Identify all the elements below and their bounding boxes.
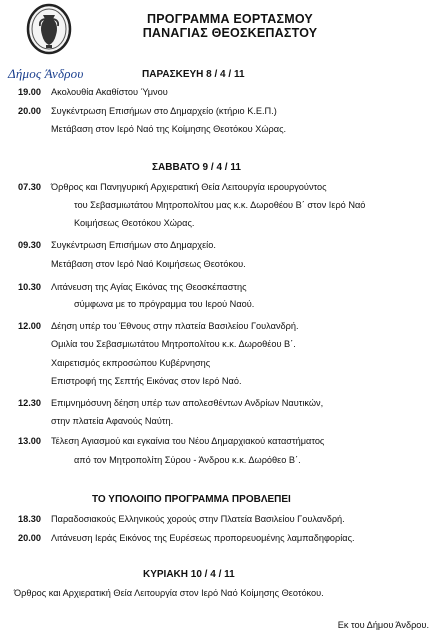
event-time: 18.30 [18, 514, 41, 524]
event-line: Ομιλία του Σεβασμιωτάτου Μητροπολίτου κ.κ. Δωροθέου Β΄. [51, 339, 296, 349]
event-line: Δέηση υπέρ του Έθνους στην πλατεία Βασιλείου Γουλανδρή. [51, 321, 299, 331]
event-time: 07.30 [18, 182, 41, 192]
event-time: 19.00 [18, 87, 41, 97]
event-line: Συγκέντρωση Επισήμων στο Δημαρχείο. [51, 240, 216, 250]
event-line: Κοιμήσεως Θεοτόκου Χώρας. [74, 218, 195, 228]
event-time: 12.00 [18, 321, 41, 331]
event-line: Χαιρετισμός εκπροσώπου Κυβέρνησης [51, 358, 211, 368]
event-line: Μετάβαση στον Ιερό Ναό της Κοίμησης Θεοτόκου Χώρας. [51, 124, 287, 134]
event-line: Ακολουθία Ακαθίστου Ύμνου [51, 87, 168, 97]
event-line: Επιμνημόσυνη δέηση υπέρ των απολεσθέντων Ανδρίων Ναυτικών, [51, 398, 324, 408]
event-line: Λιτάνευση Ιεράς Εικόνος της Ευρέσεως προπορευομένης λαμπαδηφορίας. [51, 533, 355, 543]
municipality-coin-logo [26, 3, 72, 55]
sunday-heading: ΚΥΡΙΑΚΗ 10 / 4 / 11 [143, 569, 235, 580]
event-line: Τέλεση Αγιασμού και εγκαίνια του Νέου Δημαρχιακού καταστήματος [51, 436, 325, 446]
remaining-heading: ΤΟ ΥΠΟΛΟΙΠΟ ΠΡΟΓΡΑΜΜΑ ΠΡΟΒΛΕΠΕΙ [92, 494, 291, 505]
sunday-text: Όρθρος και Αρχιερατική Θεία Λειτουργία στον Ιερό Ναό Κοίμησης Θεοτόκου. [14, 588, 324, 598]
event-line: στην πλατεία Αφανούς Ναύτη. [51, 416, 174, 426]
event-line: Παραδοσιακούς Ελληνικούς χορούς στην Πλατεία Βασιλείου Γουλανδρή. [51, 514, 345, 524]
event-time: 20.00 [18, 533, 41, 543]
event-line: Συγκέντρωση Επισήμων στο Δημαρχείο (κτήριο Κ.Ε.Π.) [51, 106, 277, 116]
event-time: 12.30 [18, 398, 41, 408]
event-line: Μετάβαση στον Ιερό Ναό Κοιμήσεως Θεοτόκου. [51, 259, 246, 269]
logo-caption: Δήμος Άνδρου [8, 66, 84, 81]
event-time: 10.30 [18, 282, 41, 292]
event-time: 13.00 [18, 436, 41, 446]
event-line: Λιτάνευση της Αγίας Εικόνας της Θεοσκέπαστης [51, 282, 247, 292]
signature: Εκ του Δήμου Άνδρου. [337, 620, 429, 630]
event-time: 20.00 [18, 106, 41, 116]
title-line-1: ΠΡΟΓΡΑΜΜΑ ΕΟΡΤΑΣΜΟΥ [147, 12, 313, 26]
event-line: από τον Μητροπολίτη Σύρου - Άνδρου κ.κ. Δωρόθεο Β΄. [74, 455, 301, 465]
event-line: του Σεβασμιωτάτου Μητροπολίτου μας κ.κ. Δωροθέου Β΄ στον Ιερό Ναό [74, 200, 366, 210]
title-line-2: ΠΑΝΑΓΙΑΣ ΘΕΟΣΚΕΠΑΣΤΟΥ [142, 26, 318, 40]
event-time: 09.30 [18, 240, 41, 250]
friday-heading: ΠΑΡΑΣΚΕΥΗ 8 / 4 / 11 [142, 69, 245, 80]
saturday-heading: ΣΑΒΒΑΤΟ 9 / 4 / 11 [152, 162, 241, 173]
event-line: σύμφωνα με το πρόγραμμα του Ιερού Ναού. [74, 299, 255, 309]
event-line: Επιστροφή της Σεπτής Εικόνας στον Ιερό Ναό. [51, 376, 242, 386]
page-title [110, 12, 350, 40]
event-line: Όρθρος και Πανηγυρική Αρχιερατική Θεία Λειτουργία ιερουργούντος [51, 182, 327, 192]
